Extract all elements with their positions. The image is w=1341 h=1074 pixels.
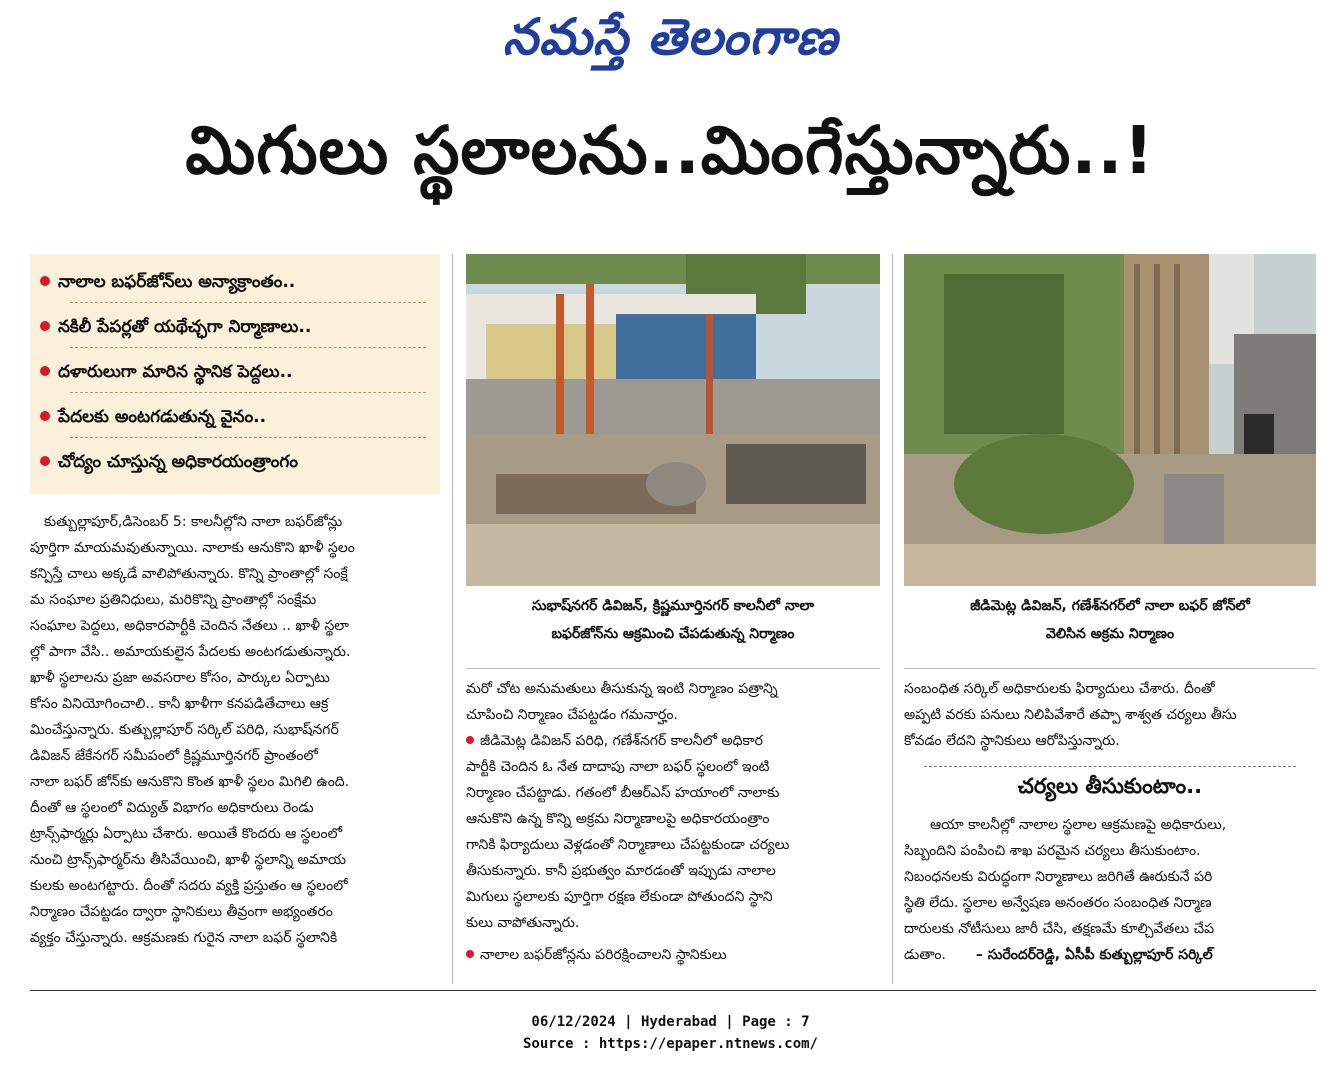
divider (904, 668, 1316, 669)
text-line: వ్యక్తం చేస్తున్నారు. ఆక్రమణకు గురైన నాలా బఫర్‌ స్థలానికి (30, 930, 338, 946)
text-line: ఖాళీ స్థలాలను ప్రజా అవసరాల కోసం, పార్కుల ఏర్పాటు (30, 670, 330, 686)
bullet-icon (40, 366, 50, 376)
bullet-icon (40, 321, 50, 331)
text-line: సంఘాల పెద్దలు, అధికారపార్టీకి చెందిన నేతలు .. ఖాళీ స్థలా (30, 618, 349, 634)
page-bottom-rule (30, 990, 1316, 991)
divider (70, 392, 426, 393)
column-3-quote: ఆయా కాలనీల్లో నాలాల స్థలాల ఆక్రమణపై అధికారులు, సిబ్బందిని పంపించి శాఖ పరమైన చర్యలు తీసుకుంటాం. నిబంధనలకు విరుద్ధంగా నిర్మాణాలు జరిగితే ఊరుకునే పరి స్థితి లేదు. స్థలాల అన్వేషణ అనంతరం సంబంధిత నిర్మాణ దారులకు నోటీసులు జారీ చేసి, తక్షణమే కూల్చివేతలు చేప డుతాం. – సురేందర్‌రెడ్డి, ఏసీపీ కుత్బుల్లాపూర్‌ సర్కిల్‌ (904, 817, 1227, 963)
column-divider (892, 254, 893, 984)
column-3-text: సంబంధిత సర్కిల్‌ అధికారులకు ఫిర్యాదులు చేశారు. దీంతో అప్పటి వరకు పనులు నిలిపివేశారే తప్పా శాశ్వత చర్యలు తీసు కోవడం లేదని స్థానికులు ఆరోపిస్తున్నారు. (904, 681, 1237, 749)
text-line: నిర్మాణం చేపట్టడం ద్వారా స్థానికులు తీవ్రంగా అభ్యంతరం (30, 904, 333, 920)
text-line: నాలా బఫర్‌ జోన్‌కు ఆనుకొని కొంత ఖాళీ స్థలం మిగిలి ఉంది. (30, 774, 350, 790)
text-line: మ సంఘాల ప్రతినిధులు, మరికొన్ని ప్రాంతాల్లో సంక్షేమ (30, 592, 317, 608)
divider (924, 766, 1296, 767)
masthead-logo: నమస్తే తెలంగాణ (502, 8, 839, 66)
headline: మిగులు స్థలాలను..మింగేస్తున్నారు..! (185, 112, 1155, 189)
photo-1-caption: సుభాష్‌నగర్‌ డివిజన్‌, క్రిష్ణమూర్తినగర్‌ కాలనీలో నాలా బఫర్‌జోన్‌ను ఆక్రమించి చేపడుతున్న నిర్మాణం (531, 598, 815, 642)
column-1-text (30, 509, 440, 951)
divider (70, 347, 426, 348)
divider (70, 437, 426, 438)
footer-date-line: 06/12/2024 | Hyderabad | Page : 7 (531, 1014, 810, 1030)
highlight-item: దళారులుగా మారిన స్థానిక పెద్దలు.. (36, 352, 432, 392)
text-line: కన్పిస్తే చాలు అక్కడే వాలిపోతున్నారు. కొన్ని ప్రాంతాల్లో సంక్షే (30, 566, 348, 582)
highlight-item: చోద్యం చూస్తున్న అధికారయంత్రాంగం (36, 442, 432, 482)
photo-construction-site-1 (466, 254, 880, 586)
photo-2-caption: జీడిమెట్ల డివిజన్‌, గణేశ్‌నగర్‌లో నాలా బఫర్‌ జోన్‌లో వెలిసిన అక్రమ నిర్మాణం (970, 598, 1250, 642)
bullet-icon (466, 736, 474, 744)
bullet-icon (40, 411, 50, 421)
text-line: డివిజన్‌ జేకేనగర్‌ సమీపంలో క్రిష్ణమూర్తినగర్‌ ప్రాంతంలో (30, 748, 318, 764)
bullet-icon (466, 950, 474, 958)
text-line: దీంతో ఆ స్థలంలో విద్యుత్‌ విభాగం అధికారులు రెండు (30, 800, 314, 816)
text-line: ట్రాన్స్‌ఫార్మర్లు ఏర్పాటు చేశారు. అయితే కొందరు ఆ స్థలంలో (30, 826, 343, 842)
bullet-icon (40, 456, 50, 466)
photo-1-illustration (466, 254, 880, 586)
highlights-box (30, 254, 440, 494)
photo-construction-site-2 (904, 254, 1316, 586)
highlight-item: నకిలీ పేపర్లతో యథేచ్ఛగా నిర్మాణాలు.. (36, 307, 432, 347)
column-divider (452, 254, 453, 984)
bullet-icon (40, 276, 50, 286)
text-line: కులకు అంటగట్టారు. దీంతో సదరు వ్యక్తి ప్రస్తుతం ఆ స్థలంలో (30, 878, 348, 894)
highlight-item: పేదలకు అంటగడుతున్న వైనం.. (36, 397, 432, 437)
text-line: కోసం వినియోగించాలి.. కానీ ఖాళీగా కనపడితేచాలు ఆక్ర (30, 696, 329, 712)
subheading: చర్యలు తీసుకుంటాం.. (1017, 774, 1203, 798)
divider (466, 668, 880, 669)
photo-2-illustration (904, 254, 1316, 586)
text-line: ల్లో పాగా వేసి.. అమాయకులైన పేదలకు అంటగడుతున్నారు. (30, 644, 351, 660)
text-line: మించేస్తున్నారు. కుత్బుల్లాపూర్‌ సర్కిల్‌ పరిధి, సుభాష్‌నగర్‌ (30, 722, 339, 738)
column-2-text: మరో చోట అనుమతులు తీసుకున్న ఇంటి నిర్మాణం పత్రాన్ని చూపించి నిర్మాణం చేపట్టడం గమనార్హం. జీడిమెట్ల డివిజన్‌ పరిధి, గణేశ్‌నగర్‌ కాలనీలో అధికార పార్టీకి చెందిన ఓ నేత దాదాపు నాలా బఫర్‌ స్థలంలో ఇంటి నిర్మాణం చేపట్టాడు. గతంలో బీఆర్‌ఎస్‌ హయాంలో నాలాకు ఆనుకొని ఉన్న కొన్ని అక్రమ నిర్మాణాలపై అధికారయంత్రాం గానికి ఫిర్యాదులు వెళ్లడంతో నిర్మాణాలు చేపట్టకుండా చర్యలు తీసుకున్నారు. కానీ ప్రభుత్వం మారడంతో ఇప్పుడు నాలాల మిగులు స్థలాలకు పూర్తిగా రక్షణ లేకుండా పోతుందని స్థాని కులు వాపోతున్నారు. నాలాల బఫర్‌జోన్లను పరిరక్షించాలని స్థానికులు (466, 681, 790, 963)
text-line: నుంచి ట్రాన్స్‌ఫార్మర్‌ను తీసివేయించి, ఖాళీ స్థలాన్ని అమాయ (30, 852, 347, 868)
highlight-item: నాలాల బఫర్‌జోన్‌లు అన్యాక్రాంతం.. (36, 262, 432, 302)
footer-source-line[interactable]: Source : https://epaper.ntnews.com/ (522, 1036, 818, 1052)
signature: – సురేందర్‌రెడ్డి, ఏసీపీ కుత్బుల్లాపూర్‌ సర్కిల్‌ (975, 947, 1213, 963)
text-line: పూర్తిగా మాయమవుతున్నాయి. నాలాకు ఆనుకొని ఖాళీ స్థలం (30, 540, 355, 556)
text-line: కుత్బుల్లాపూర్‌,డిసెంబర్‌ 5: కాలనీల్లోని నాలా బఫర్‌జోన్లు (44, 514, 343, 530)
divider (70, 302, 426, 303)
